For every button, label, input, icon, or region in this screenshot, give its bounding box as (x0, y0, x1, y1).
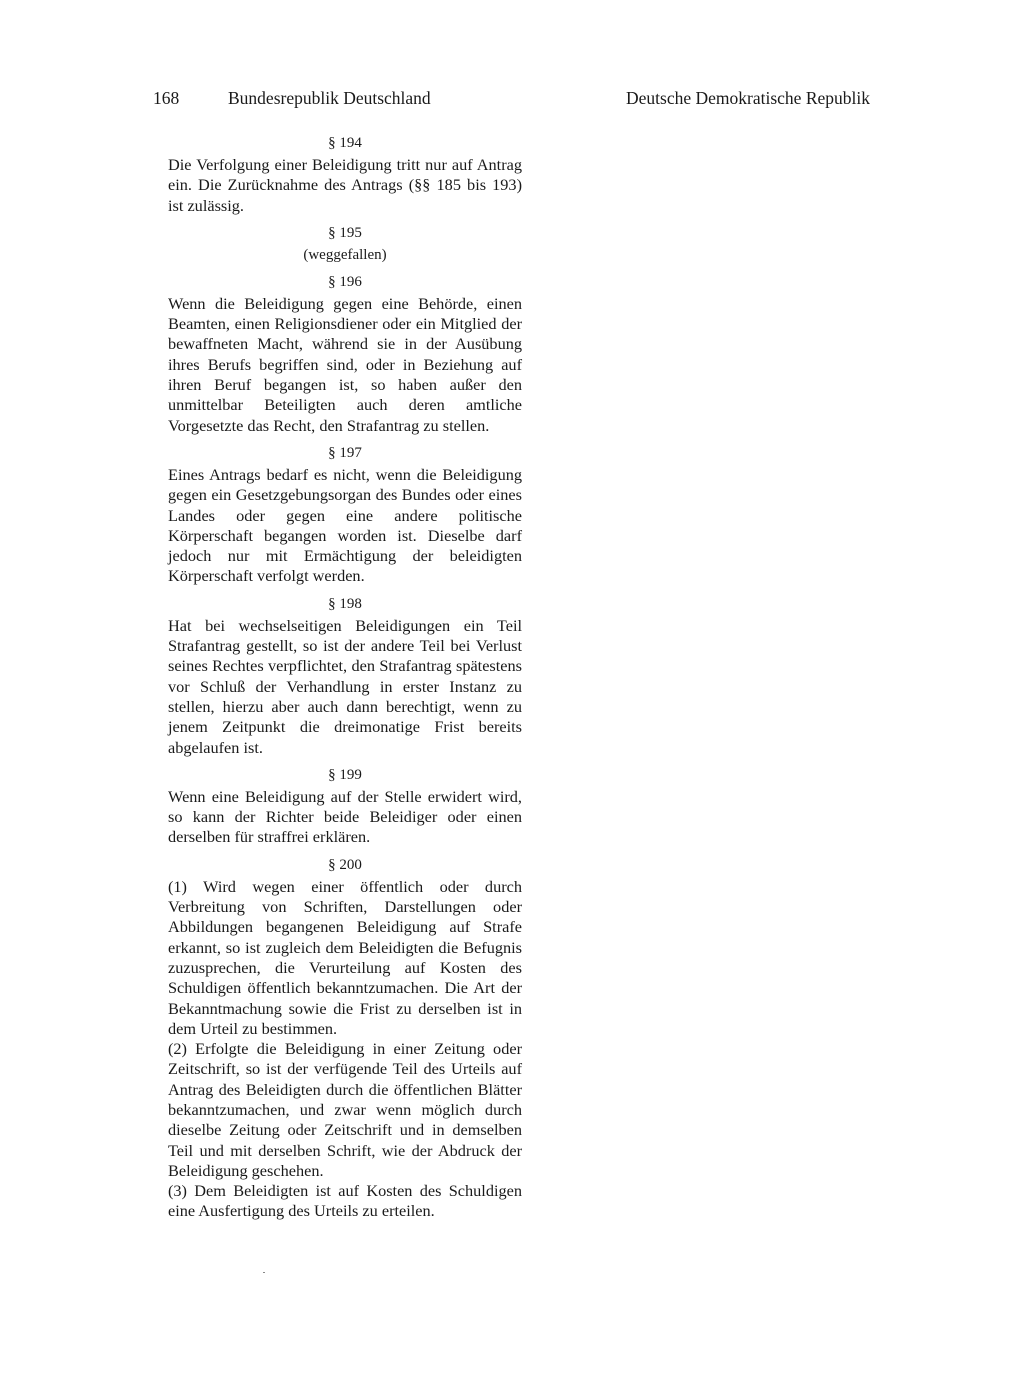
section-heading: § 196 (328, 273, 362, 290)
section-paragraph: (1) Wird wegen einer öffentlich oder durch Verbreitung von Schriften, Darstellungen oder Abbildungen begangenen Beleidigung auf Strafe erkannt, so ist zugleich dem Beleidigten die Befugnis zuzusprechen, die Verurteilung auf Kosten des Schuldigen öffentlich bekanntzumachen. Die Art der Bekanntmachung sowie die Frist zu derselben ist in dem Urteil zu bestimmen. (168, 876, 522, 1038)
law-section (168, 594, 522, 758)
section-paragraph: (2) Erfolgte die Beleidigung in einer Zeitung oder Zeitschrift, so ist der verfügende Teil des Urteils auf Antrag des Beleidigten durch die öffentlichen Blätter bekanntzumachen, und zwar wenn möglich durch dieselbe Zeitung oder Zeitschrift und in demselben Teil und mit derselben Schrift, wie der Abdruck der Beleidigung geschehen. (168, 1039, 522, 1180)
section-status: (weggefallen) (303, 246, 387, 263)
section-heading: § 195 (328, 224, 362, 241)
section-paragraph: Wenn die Beleidigung gegen eine Behörde, einen Beamten, einen Religionsdiener oder ein Mitglied der bewaffneten Macht, während sie in der Ausübung ihres Berufs begriffen sind, oder in Beziehung auf ihren Beruf begangen ist, so haben außer den unmittelbar Beteiligten auch deren amtliche Vorgesetzte das Recht, den Strafantrag zu stellen. (168, 293, 522, 435)
law-section (168, 855, 522, 1222)
left-column-title: Bundesrepublik Deutschland (228, 88, 431, 108)
section-paragraph: Hat bei wechselseitigen Beleidigungen ein Teil Strafantrag gestellt, so ist der andere Teil bei Verlust seines Rechtes verpflichtet, den Strafantrag spätestens vor Schluß der Verhandlung in erster Instanz zu stellen, hierzu aber auch dann berechtigt, wenn zu jenem Zeitpunkt die dreimonatige Frist bereits abgelaufen ist. (168, 615, 522, 757)
right-column-title: Deutsche Demokratische Republik (626, 88, 870, 108)
law-section (168, 443, 522, 587)
section-heading: § 199 (328, 766, 362, 783)
section-paragraph: Die Verfolgung einer Beleidigung tritt nur auf Antrag ein. Die Zurücknahme des Antrags (§§ 185 bis 193) ist zulässig. (168, 155, 522, 215)
section-heading: § 197 (328, 444, 362, 461)
section-paragraph: Wenn eine Beleidigung auf der Stelle erwidert wird, so kann der Richter beide Beleidiger oder einen derselben für straffrei erklären. (168, 786, 522, 847)
running-header (0, 88, 1024, 114)
law-section (168, 223, 522, 265)
section-paragraph: (3) Dem Beleidigten ist auf Kosten des Schuldigen eine Ausfertigung des Urteils zu erteilen. (168, 1181, 522, 1221)
law-section (168, 272, 522, 436)
section-heading: § 194 (328, 135, 362, 151)
page-number: 168 (153, 88, 180, 108)
print-speck (263, 1272, 265, 1273)
section-heading: § 198 (328, 595, 362, 612)
section-heading: § 200 (328, 856, 362, 873)
left-text-column (168, 133, 522, 1222)
section-paragraph: Eines Antrags bedarf es nicht, wenn die Beleidigung gegen ein Gesetzgebungsorgan des Bundes oder eines Landes oder gegen eine andere politische Körperschaft begangen worden ist. Dieselbe darf jedoch nur mit Ermächtigung der beleidigten Körperschaft verfolgt werden. (168, 464, 522, 586)
law-section (168, 133, 522, 216)
law-section (168, 765, 522, 848)
